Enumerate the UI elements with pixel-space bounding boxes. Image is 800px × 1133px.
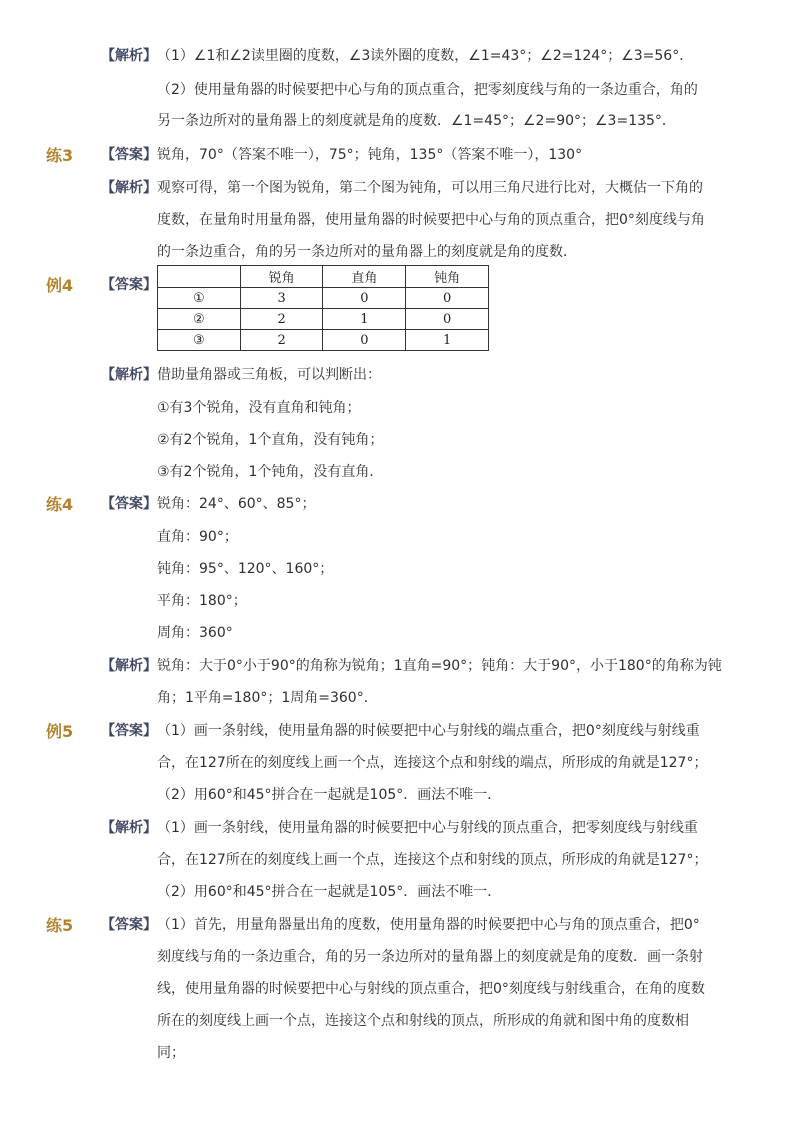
- table-cell: 0: [406, 288, 489, 309]
- analysis-line: 锐角：大于0°小于90°的角称为锐角；1直角=90°；钝角：大于90°，小于180°的角称为钝: [157, 658, 722, 674]
- analysis-line: ②有2个锐角，1个直角，没有钝角；: [157, 432, 384, 448]
- table-cell: 1: [323, 309, 406, 330]
- analysis-line: （1）画一条射线，使用量角器的时候要把中心与射线的顶点重合，把零刻度线与射线重: [157, 820, 698, 836]
- answer-line: 锐角：24°、60°、85°；: [157, 496, 316, 512]
- analysis-line: ③有2个锐角，1个钝角，没有直角．: [157, 464, 384, 480]
- analysis-line: （2）使用量角器的时候要把中心与角的顶点重合，把零刻度线与角的一条边重合，角的: [157, 82, 698, 98]
- table-header-cell: 直角: [323, 266, 406, 288]
- table-cell: ①: [158, 288, 241, 309]
- answer-label: 【答案】: [101, 147, 157, 163]
- table-cell: 0: [323, 330, 406, 351]
- table-header-cell: 锐角: [240, 266, 323, 288]
- analysis-label: 【解析】: [101, 367, 157, 383]
- answer-line: 平角：180°；: [157, 593, 247, 609]
- table-row: [158, 309, 489, 330]
- analysis-line: （2）用60°和45°拼合在一起就是105°．画法不唯一．: [157, 884, 502, 900]
- analysis-label: 【解析】: [101, 658, 157, 674]
- answer-line: 线，使用量角器的时候要把中心与射线的顶点重合，把0°刻度线与射线重合，在角的度数: [157, 981, 705, 997]
- analysis-line: 观察可得，第一个图为锐角，第二个图为钝角，可以用三角尺进行比对，大概估一下角的: [157, 180, 703, 196]
- table-row: [158, 330, 489, 351]
- answer-line: （1）画一条射线，使用量角器的时候要把中心与射线的端点重合，把0°刻度线与射线重: [157, 723, 700, 739]
- answer-line: 所在的刻度线上画一个点，连接这个点和射线的顶点，所形成的角就和图中角的度数相: [157, 1013, 689, 1029]
- answer-text: 锐角，70°（答案不唯一），75°；钝角，135°（答案不唯一），130°: [157, 147, 583, 163]
- table-cell: 1: [406, 330, 489, 351]
- analysis-line: 合，在127所在的刻度线上画一个点，连接这个点和射线的顶点，所形成的角就是127°；: [157, 852, 708, 868]
- table-row: [158, 288, 489, 309]
- analysis-label: 【解析】: [101, 180, 157, 196]
- table-cell: 3: [240, 288, 323, 309]
- answer-line: （1）首先，用量角器量出角的度数，使用量角器的时候要把中心与角的顶点重合，把0°: [157, 917, 700, 933]
- table-cell: 2: [240, 330, 323, 351]
- answer-line: 钝角：95°、120°、160°；: [157, 561, 334, 577]
- table-header-cell: 钝角: [406, 266, 489, 288]
- exercise-number: 练3: [46, 146, 74, 165]
- answer-line: 周角：360°: [157, 625, 233, 641]
- analysis-line: 角；1平角=180°；1周角=360°．: [157, 690, 378, 706]
- answer-line: 刻度线与角的一条边重合，角的另一条边所对的量角器上的刻度就是角的度数．画一条射: [157, 949, 703, 965]
- table-cell: 0: [406, 309, 489, 330]
- answer-label: 【答案】: [101, 917, 157, 933]
- answer-label: 【答案】: [101, 496, 157, 512]
- exercise-number: 练5: [46, 916, 74, 935]
- table-header-cell: [158, 266, 241, 288]
- example-number: 例5: [46, 722, 74, 741]
- answer-line: 合，在127所在的刻度线上画一个点，连接这个点和射线的端点，所形成的角就是127°；: [157, 755, 708, 771]
- analysis-label: 【解析】: [101, 820, 157, 836]
- answer-label: 【答案】: [101, 277, 157, 293]
- analysis-label: 【解析】: [101, 48, 157, 64]
- answer-line: 同；: [157, 1045, 185, 1061]
- table-header-row: [158, 266, 489, 288]
- answer-label: 【答案】: [101, 723, 157, 739]
- answer-table: [157, 265, 489, 351]
- table-cell: ③: [158, 330, 241, 351]
- exercise-number: 练4: [46, 495, 74, 514]
- table-cell: 0: [323, 288, 406, 309]
- table-cell: ②: [158, 309, 241, 330]
- analysis-line: 另一条边所对的量角器上的刻度就是角的度数．∠1=45°；∠2=90°；∠3=135°．: [157, 113, 676, 129]
- answer-line: 直角：90°；: [157, 529, 238, 545]
- analysis-line: 借助量角器或三角板，可以判断出：: [157, 367, 381, 383]
- answer-line: （2）用60°和45°拼合在一起就是105°．画法不唯一．: [157, 787, 502, 803]
- analysis-line: 的一条边重合，角的另一条边所对的量角器上的刻度就是角的度数．: [157, 244, 577, 260]
- table-cell: 2: [240, 309, 323, 330]
- analysis-line: （1）∠1和∠2读里圈的度数，∠3读外圈的度数，∠1=43°；∠2=124°；∠3=56°．: [157, 48, 694, 64]
- analysis-line: 度数，在量角时用量角器，使用量角器的时候要把中心与角的顶点重合，把0°刻度线与角: [157, 212, 705, 228]
- example-number: 例4: [46, 276, 74, 295]
- analysis-line: ①有3个锐角，没有直角和钝角；: [157, 400, 361, 416]
